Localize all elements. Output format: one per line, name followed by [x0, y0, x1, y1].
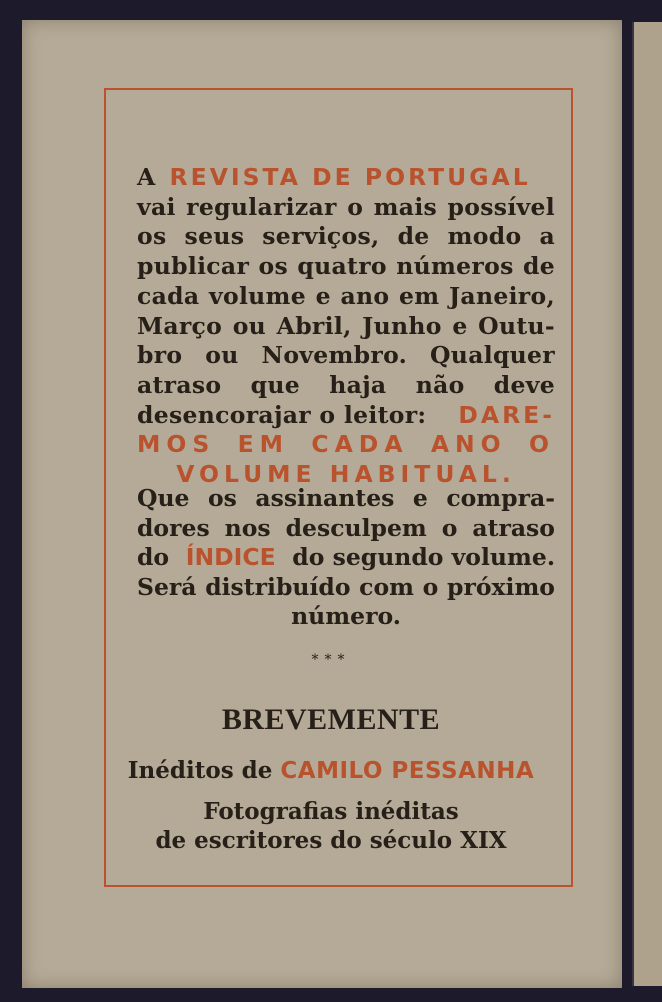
word: de [522, 252, 555, 281]
word: compra- [446, 484, 555, 512]
word: vai [137, 192, 176, 221]
word: ano [340, 281, 390, 310]
word: nos [224, 513, 271, 542]
notice-line [137, 371, 555, 401]
apology-line [137, 514, 555, 544]
ineditos-line [0, 757, 662, 784]
word: Qualquer [430, 341, 555, 370]
emphasis-text [137, 430, 555, 460]
notice-line-text [137, 222, 555, 252]
word: em [398, 281, 440, 310]
word: atraso [472, 513, 555, 542]
word: quatro [297, 252, 387, 281]
word: cada [137, 281, 200, 310]
apology-paragraph [137, 484, 555, 632]
word: Junho [362, 311, 442, 340]
word: mais [373, 192, 438, 221]
word: os [207, 484, 237, 512]
word: ou [232, 311, 267, 340]
word: próximo [447, 572, 555, 601]
word: volume [209, 281, 306, 310]
word: serviços, [262, 222, 380, 251]
word: CADA [311, 430, 409, 459]
section-divider-stars: *** [311, 652, 351, 668]
word: publicar [137, 252, 250, 281]
word: deve [493, 370, 555, 399]
word: atraso [137, 370, 222, 399]
word: o [441, 513, 458, 542]
word: distribuído [205, 572, 351, 601]
word: o [422, 572, 439, 601]
apology-line-text [137, 484, 555, 514]
notice-line [137, 341, 555, 371]
word: bro [137, 341, 183, 370]
word: Será [137, 572, 197, 601]
word: EM [237, 430, 290, 459]
apology-line-text: do segundo volume. [292, 543, 555, 571]
word: Janeiro, [449, 281, 555, 310]
word: O [528, 430, 555, 459]
notice-line-text [137, 371, 555, 401]
apology-line [137, 602, 555, 632]
notice-line [137, 430, 555, 460]
apology-line-text: do [137, 543, 170, 571]
word: e [452, 311, 468, 340]
journal-title: REVISTA DE PORTUGAL [169, 163, 531, 191]
word: dores [137, 513, 210, 542]
notice-line [137, 312, 555, 342]
fotografias-line: Fotografias inéditas [203, 798, 459, 825]
brevemente-heading: BREVEMENTE [221, 703, 441, 736]
word: a [539, 222, 555, 251]
word: desculpem [285, 513, 427, 542]
word: possível [447, 192, 555, 221]
word: e [412, 484, 428, 512]
word: ANO [430, 430, 507, 459]
notice-line-text [137, 312, 555, 342]
index-highlight: ÍNDICE [185, 543, 276, 571]
word: seus [184, 222, 245, 251]
word: MOS [137, 430, 216, 459]
notice-line [137, 252, 555, 282]
notice-line [137, 401, 555, 431]
word: o [347, 192, 364, 221]
word: Março [137, 311, 223, 340]
apology-line [137, 543, 555, 573]
apology-line-text: número. [291, 602, 401, 630]
notice-line [137, 163, 555, 193]
author-name: CAMILO PESSANHA [280, 758, 535, 784]
notice-paragraph [137, 163, 555, 490]
emphasis-text: DARE- [458, 400, 555, 429]
notice-line-text [137, 252, 555, 282]
word: Abril, [276, 311, 352, 340]
notice-line [137, 193, 555, 223]
word: e [315, 281, 331, 310]
word: ou [205, 341, 239, 370]
emphasis-text: VOLUME HABITUAL. [176, 460, 516, 489]
apology-line-text [137, 514, 555, 544]
apology-line-text [137, 573, 555, 603]
word: Que [137, 484, 190, 512]
fotografias-block [0, 797, 662, 855]
notice-line-text [137, 282, 555, 312]
ineditos-prefix: Inéditos de [127, 757, 273, 784]
word: com [359, 572, 415, 601]
word: números [396, 252, 514, 281]
notice-line-text [137, 193, 555, 223]
notice-line-text [137, 341, 555, 371]
word: modo [447, 222, 522, 251]
notice-line [137, 222, 555, 252]
word: que [250, 370, 300, 399]
word: os [258, 252, 289, 281]
fotografias-line: de escritores do século XIX [155, 827, 507, 854]
word: assinantes [255, 484, 395, 512]
word: haja [329, 370, 387, 399]
word: Novembro. [261, 341, 408, 370]
word: não [415, 370, 465, 399]
notice-line [137, 282, 555, 312]
word: Outu- [478, 311, 555, 340]
notice-line-text: desencorajar o leitor: [137, 400, 427, 429]
word: de [397, 222, 430, 251]
apology-line [137, 573, 555, 603]
apology-line [137, 484, 555, 514]
notice-word: A [137, 163, 156, 191]
word: os [137, 222, 167, 251]
word: regularizar [186, 192, 337, 221]
